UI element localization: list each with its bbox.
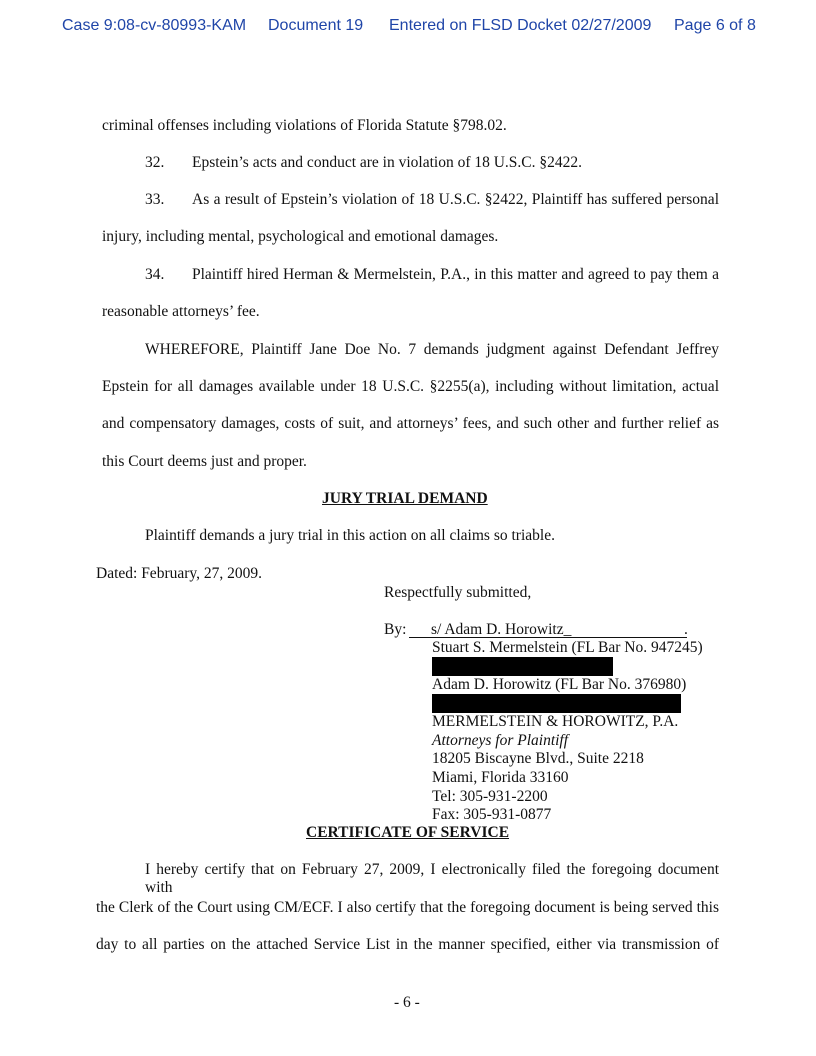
- wherefore-line-3: and compensatory damages, costs of suit, and attorneys’ fees, and such other and further relief as: [102, 415, 719, 432]
- certificate-heading: CERTIFICATE OF SERVICE: [306, 824, 510, 841]
- certificate-line-3: day to all parties on the attached Service List in the manner specified, either via transmission of: [96, 936, 719, 953]
- wherefore-line-1: WHEREFORE, Plaintiff Jane Doe No. 7 demands judgment against Defendant Jeffrey: [145, 341, 719, 358]
- paragraph-34-line-1: Plaintiff hired Herman & Mermelstein, P.A., in this matter and agreed to pay them a: [192, 266, 719, 283]
- paragraph-32-text: Epstein’s acts and conduct are in violation of 18 U.S.C. §2422.: [192, 154, 583, 171]
- signature-period: .: [684, 621, 688, 638]
- firm-address-line-1: 18205 Biscayne Blvd., Suite 2218: [432, 750, 644, 767]
- firm-fax: Fax: 305-931-0877: [432, 806, 552, 823]
- wherefore-line-2: Epstein for all damages available under 18 U.S.C. §2255(a), including without limitation, actual: [102, 378, 719, 395]
- paragraph-33-line-1: As a result of Epstein’s violation of 18 U.S.C. §2422, Plaintiff has suffered personal: [192, 191, 719, 208]
- electronic-signature: s/ Adam D. Horowitz_: [431, 621, 572, 638]
- header-document-number: Document 19: [268, 17, 364, 34]
- redaction-bar: [432, 694, 681, 713]
- paragraph-33-line-2: injury, including mental, psychological and emotional damages.: [102, 228, 499, 245]
- jury-trial-text: Plaintiff demands a jury trial in this action on all claims so triable.: [145, 527, 555, 544]
- header-case-number: Case 9:08-cv-80993-KAM: [62, 17, 247, 34]
- firm-telephone: Tel: 305-931-2200: [432, 788, 548, 805]
- firm-name: MERMELSTEIN & HOROWITZ, P.A.: [432, 713, 679, 730]
- wherefore-line-4: this Court deems just and proper.: [102, 453, 307, 470]
- dated-line: Dated: February, 27, 2009.: [96, 565, 263, 582]
- firm-address-line-2: Miami, Florida 33160: [432, 769, 569, 786]
- attorney-1-name: Stuart S. Mermelstein (FL Bar No. 947245): [432, 639, 703, 656]
- attorney-2-name: Adam D. Horowitz (FL Bar No. 376980): [432, 676, 687, 693]
- paragraph-34-line-2: reasonable attorneys’ fee.: [102, 303, 260, 320]
- paragraph-33-number: 33.: [145, 191, 165, 208]
- signature-closing: Respectfully submitted,: [384, 584, 532, 601]
- signature-by-label: By:: [384, 621, 407, 638]
- header-docket-entry: Entered on FLSD Docket 02/27/2009: [389, 17, 652, 34]
- page-number: - 6 -: [394, 994, 420, 1011]
- header-page-count: Page 6 of 8: [674, 17, 756, 34]
- certificate-line-1: I hereby certify that on February 27, 2009, I electronically filed the foregoing document with: [145, 861, 719, 896]
- firm-role: Attorneys for Plaintiff: [432, 732, 569, 749]
- certificate-line-2: the Clerk of the Court using CM/ECF. I also certify that the foregoing document is being served this: [96, 899, 719, 916]
- jury-trial-heading: JURY TRIAL DEMAND: [322, 490, 488, 507]
- paragraph-32-number: 32.: [145, 154, 165, 171]
- continuation-line: criminal offenses including violations of Florida Statute §798.02.: [102, 117, 507, 134]
- redaction-bar: [432, 657, 613, 676]
- paragraph-34-number: 34.: [145, 266, 165, 283]
